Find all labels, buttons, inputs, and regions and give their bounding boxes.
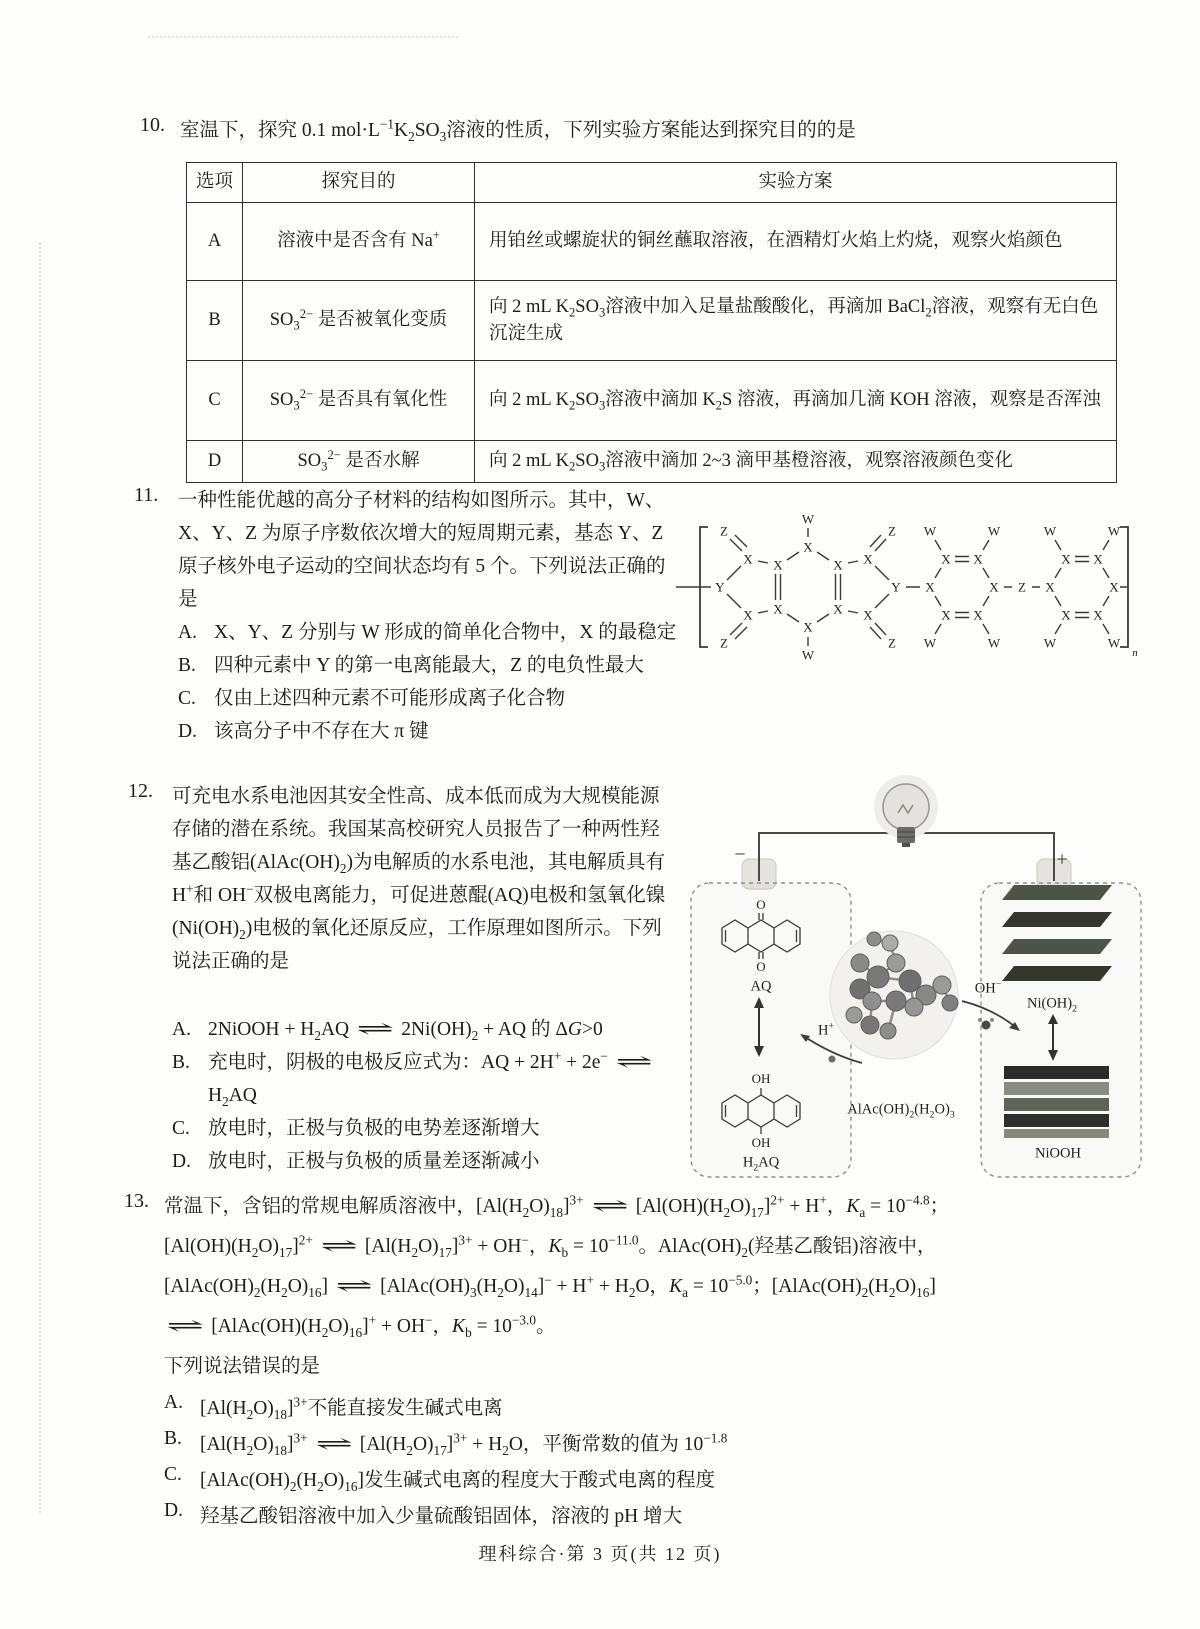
- q12-option-c: [172, 1112, 686, 1145]
- option-text: 放电时，正极与负极的电势差逐渐增大: [208, 1118, 540, 1139]
- battery-diagram: [664, 763, 1144, 1183]
- q12-option-b: [172, 1046, 686, 1112]
- atom-label: Z: [720, 523, 728, 539]
- q10-table-row-a: [187, 203, 1117, 281]
- hydroxyl-label: OH: [751, 1135, 771, 1150]
- option-text: $[AlAc(OH)_2(H_2O)_{16}]$发生碱式电离的程度大于酸式电离的程度: [200, 1470, 716, 1494]
- atom-label: W: [1043, 635, 1057, 651]
- atom-label: W: [801, 647, 815, 663]
- atom-label: X: [989, 579, 999, 595]
- q13-stem-line: 常温下，含铝的常规电解质溶液中，$[Al(H_2O)_{18}]^{3+}$ ⇌ $[Al(OH)(H_2O)_{17}]^{2+} + H^+$，$K_a = 10^{-4.8}$；: [164, 1192, 950, 1220]
- q11-option-c: [178, 682, 686, 715]
- electrolyte-molecule: [830, 931, 958, 1059]
- atom-label: X: [773, 601, 783, 617]
- atom-label: X: [1093, 607, 1103, 623]
- q10-col-header-option: 选项: [187, 163, 243, 203]
- polymer-structure-diagram: [664, 497, 1144, 669]
- repeat-subscript: n: [1132, 647, 1138, 659]
- light-bulb-icon: [874, 775, 938, 847]
- option-text: X、Y、Z 分别与 W 形成的简单化合物中，X 的最稳定: [214, 622, 677, 643]
- option-text: $[Al(H_2O)_{18}]^{3+}$不能直接发生碱式电离: [200, 1394, 503, 1422]
- option-label: A.: [172, 1019, 191, 1040]
- atom-label: X: [743, 551, 753, 567]
- q11-option-a: [178, 616, 686, 649]
- q10-table: [186, 162, 1117, 483]
- q10-table-row-b: [187, 281, 1117, 361]
- h2aq-label: $H_2AQ$: [742, 1154, 780, 1174]
- atom-label: Z: [1018, 579, 1026, 595]
- q12-stem: 可充电水系电池因其安全性高、成本低而成为大规模能源存储的潜在系统。我国某高校研究人员报告了一种两性羟基乙酸铝$(AlAc(OH)_2)$为电解质的水系电池，其电解质具有 H+和 OH−双极电离能力，可促进蒽醌(AQ)电极和氢氧化镍$(Ni(OH)_2)$电极的氧化还原反应，工作原理如图所示。下列说法正确的是: [172, 786, 666, 972]
- option-label: C.: [172, 1118, 190, 1139]
- option-text: 该高分子中不存在大 π 键: [214, 721, 429, 742]
- atom-label: X: [803, 619, 813, 635]
- atom-label: X: [973, 607, 983, 623]
- atom-label: W: [923, 635, 937, 651]
- q12-number: 12.: [128, 780, 153, 802]
- q11-option-b: [178, 649, 686, 682]
- atom-label: X: [773, 557, 783, 573]
- option-text: $[Al(H_2O)_{18}]^{3+}$ ⇌ $[Al(H_2O)_{17}]^{3+} + H_2O$，平衡常数的值为 $10^{-1.8}$: [200, 1430, 728, 1458]
- option-label: A.: [178, 622, 197, 643]
- option-text: 放电时，正极与负极的质量差逐渐减小: [208, 1151, 540, 1172]
- purpose-cell: $SO_3^{2-}$ 是否水解: [243, 441, 475, 483]
- atom-label: X: [973, 551, 983, 567]
- niooh-label: NiOOH: [1035, 1145, 1081, 1162]
- atom-label: X: [1109, 579, 1119, 595]
- atom-label: W: [923, 523, 937, 539]
- polymer-bonds: [676, 527, 1128, 647]
- atom-label: W: [1043, 523, 1057, 539]
- q11-stem: 一种性能优越的高分子材料的结构如图所示。其中，W、X、Y、Z 为原子序数依次增大的短周期元素，基态 Y、Z 原子核外电子运动的空间状态均有 5 个。下列说法正确的是: [178, 490, 666, 610]
- q10-table-row-c: [187, 361, 1117, 441]
- option-label: C.: [164, 1464, 182, 1485]
- q11-option-d: [178, 715, 686, 748]
- oh-ion-label: OH−: [974, 978, 1002, 997]
- electrolyte-label: $AlAc(OH)_2(H_2O)_3$: [847, 1101, 955, 1121]
- atom-label: Y: [891, 579, 901, 595]
- q12-option-a: [172, 1013, 686, 1046]
- option-label: D.: [164, 1500, 183, 1521]
- scan-artifact-dotted-line: [39, 243, 41, 1513]
- q10-stem: 室温下，探究 0.1 $mol\cdot L^{-1}K_2SO_3$溶液的性质，下列实验方案能达到探究目的的是: [180, 116, 856, 144]
- q12-option-d: [172, 1145, 686, 1178]
- battery-diagram-svg: [664, 763, 1144, 1183]
- aq-label: AQ: [750, 978, 772, 995]
- option-label: B.: [172, 1052, 190, 1073]
- option-cell: A: [187, 203, 243, 281]
- q13-stem-line: ⇌ $[AlAc(OH)(H_2O)_{16}]^+ + OH^-$，$K_b = 10^{-3.0}$。: [166, 1312, 556, 1340]
- q10-col-header-purpose: 探究目的: [243, 163, 475, 203]
- option-label: C.: [178, 688, 196, 709]
- atom-label: X: [925, 579, 935, 595]
- scan-artifact-dots: [148, 36, 458, 38]
- positive-terminal-label: +: [1056, 848, 1068, 871]
- q10-table-header-row: [187, 163, 1117, 203]
- q11-number: 11.: [134, 484, 159, 506]
- purpose-cell: $SO_3^{2-}$ 是否具有氧化性: [243, 361, 475, 441]
- option-label: B.: [164, 1428, 182, 1449]
- option-cell: D: [187, 441, 243, 483]
- q13-option-b: [164, 1428, 1144, 1464]
- oxygen-label: O: [756, 959, 766, 974]
- option-text: 四种元素中 Y 的第一电离能最大，Z 的电负性最大: [214, 655, 644, 676]
- negative-terminal-label: −: [734, 843, 746, 866]
- option-text: 2NiOOH + $H_2AQ$ ⇌ $2Ni(OH)_2$ + AQ 的 ΔG>0: [208, 1019, 603, 1043]
- page-footer: 理科综合·第 3 页(共 12 页): [478, 1544, 722, 1564]
- q13-stem-line: $[Al(OH)(H_2O)_{17}]^{2+}$ ⇌ $[Al(H_2O)_{17}]^{3+} + OH^-$，$K_b = 10^{-11.0}$。$AlAc(OH)_2$(羟基乙酸铝)溶液中，: [164, 1232, 937, 1260]
- option-text: 羟基乙酸铝溶液中加入少量硫酸铝固体，溶液的 pH 增大: [200, 1506, 683, 1527]
- q13-content: [164, 1190, 1144, 1536]
- option-cell: B: [187, 281, 243, 361]
- atom-label: Z: [720, 635, 728, 651]
- atom-label: X: [833, 601, 843, 617]
- purpose-cell: $SO_3^{2-}$ 是否被氧化变质: [243, 281, 475, 361]
- atom-label: W: [1107, 523, 1121, 539]
- option-label: D.: [178, 721, 197, 742]
- option-cell: C: [187, 361, 243, 441]
- atom-label: W: [1107, 635, 1121, 651]
- nioh2-label: $Ni(OH)_2$: [1026, 995, 1078, 1015]
- plan-cell: 向 2 mL $K_2SO_3$溶液中加入足量盐酸酸化，再滴加 BaCl$_2$溶液，观察有无白色沉淀生成: [475, 281, 1117, 361]
- h-ion-label: H+: [817, 1020, 835, 1039]
- plan-cell: 用铂丝或螺旋状的铜丝蘸取溶液，在酒精灯火焰上灼烧，观察火焰颜色: [475, 203, 1117, 281]
- atom-label: X: [941, 607, 951, 623]
- q13-stem-line: $[AlAc(OH)_2(H_2O)_{16}]$ ⇌ $[AlAc(OH)_3(H_2O)_{14}]^- + H^+ + H_2O$，$K_a = 10^{-5.0}$；$[AlAc(OH)_2(H_2O)_{16}]$: [164, 1272, 936, 1300]
- q13-question: 下列说法错误的是: [164, 1356, 321, 1377]
- oxygen-label: O: [756, 897, 766, 912]
- q10-table-row-d: [187, 441, 1117, 483]
- q13-option-d: [164, 1500, 1144, 1536]
- atom-label: W: [801, 511, 815, 527]
- purpose-cell: 溶液中是否含有 Na+: [243, 203, 475, 281]
- q13-option-c: [164, 1464, 1144, 1500]
- option-text: 充电时，阴极的电极反应式为：AQ + 2H+ + 2e− ⇌ $H_2AQ$: [208, 1048, 653, 1109]
- atom-label: X: [941, 551, 951, 567]
- atom-label: X: [1061, 551, 1071, 567]
- plan-cell: 向 2 mL $K_2SO_3$溶液中滴加 2~3 滴甲基橙溶液，观察溶液颜色变化: [475, 441, 1117, 483]
- plan-cell: 向 2 mL $K_2SO_3$溶液中滴加 $K_2S$ 溶液，再滴加几滴 KOH 溶液，观察是否浑浊: [475, 361, 1117, 441]
- q12-options: [172, 1013, 686, 1178]
- atom-label: X: [1061, 607, 1071, 623]
- atom-label: X: [1045, 579, 1055, 595]
- q10-col-header-plan: 实验方案: [475, 163, 1117, 203]
- option-label: D.: [172, 1151, 191, 1172]
- atom-label: X: [1093, 551, 1103, 567]
- option-label: B.: [178, 655, 196, 676]
- polymer-structure-svg: [664, 497, 1144, 669]
- option-label: A.: [164, 1392, 183, 1413]
- atom-label: W: [987, 523, 1001, 539]
- atom-label: X: [863, 607, 873, 623]
- q13-option-a: [164, 1392, 1144, 1428]
- atom-label: X: [743, 607, 753, 623]
- q10-number: 10.: [140, 114, 165, 136]
- atom-label: X: [803, 539, 813, 555]
- atom-label: Y: [715, 579, 725, 595]
- atom-label: W: [987, 635, 1001, 651]
- polymer-atom-labels: [715, 512, 1138, 663]
- option-text: 仅由上述四种元素不可能形成离子化合物: [214, 688, 566, 709]
- atom-label: Z: [888, 523, 896, 539]
- q13-number: 13.: [124, 1190, 149, 1212]
- hydroxyl-label: OH: [751, 1071, 771, 1086]
- atom-label: X: [833, 557, 843, 573]
- atom-label: Z: [888, 635, 896, 651]
- q11-options: [178, 616, 686, 748]
- atom-label: X: [863, 551, 873, 567]
